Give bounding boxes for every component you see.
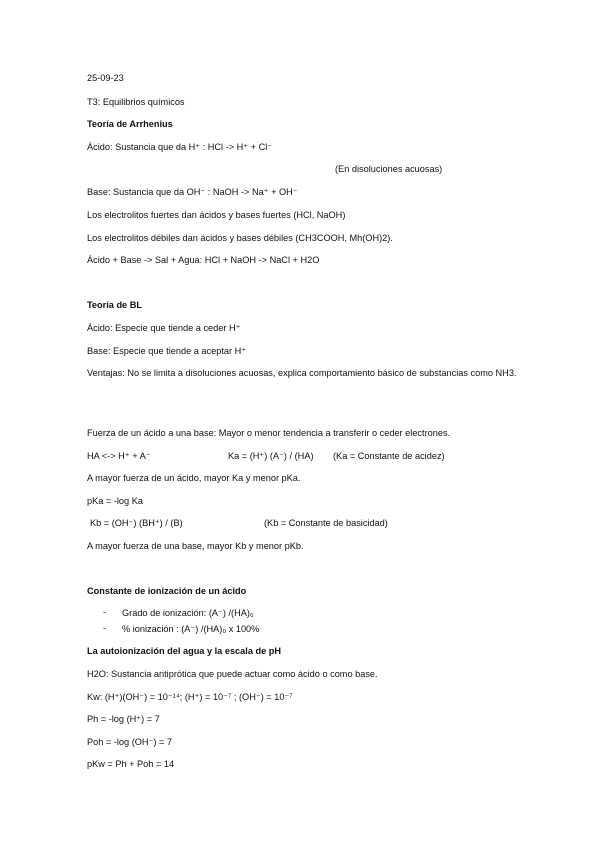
kb-note: (Kb = Constante de basicidad)	[264, 518, 388, 528]
arrhenius-acid: Ácido: Sustancia que da H⁺ : HCl -> H⁺ + Cl⁻	[87, 142, 273, 152]
water-ph: Ph = -log (H⁺) = 7	[87, 714, 160, 724]
pka-formula: pKa = -log Ka	[87, 496, 143, 506]
water-kw: Kw: (H⁺)(OH⁻) = 10⁻¹⁴; (H⁺) = 10⁻⁷ ; (OH⁻) = 10⁻⁷	[87, 692, 293, 702]
arrhenius-strong: Los electrolitos fuertes dan ácidos y bases fuertes (HCl, NaOH)	[87, 210, 346, 220]
topic-title: T3: Equilibrios químicos	[87, 97, 185, 107]
bullet-marker: -	[103, 623, 107, 633]
water-pkw: pKw = Ph + Poh = 14	[87, 759, 175, 769]
arrhenius-weak: Los electrolitos débiles dan ácidos y bases débiles (CH3COOH, Mh(OH)2).	[87, 233, 393, 243]
water-poh: Poh = -log (OH⁻) = 7	[87, 737, 173, 747]
arrhenius-heading: Teoría de Arrhenius	[87, 119, 173, 129]
strength-intro: Fuerza de un ácido a una base: Mayor o menor tendencia a transferir o ceder electrones.	[87, 428, 451, 438]
arrhenius-base: Base: Sustancia que da OH⁻ : NaOH -> Na⁺ + OH⁻	[87, 187, 298, 197]
kb-formula: Kb = (OH⁻) (BH⁺) / (B)	[90, 518, 183, 528]
acid-strength: A mayor fuerza de un ácido, mayor Ka y menor pKa.	[87, 473, 301, 483]
bl-heading: Teoría de BL	[87, 300, 142, 310]
bullet-marker: -	[103, 607, 107, 617]
water-heading: La autoionización del agua y la escala de pH	[87, 646, 282, 656]
strength-eq-left: HA <-> H⁺ + A⁻	[87, 451, 151, 461]
strength-eq-ka: Ka = (H⁺) (A⁻) / (HA)	[228, 451, 314, 461]
bl-base: Base: Especie que tiende a aceptar H⁺	[87, 346, 247, 356]
bl-advantages: Ventajas: No se limita a disoluciones acuosas, explica comportamiento básico de substancias como NH3.	[87, 368, 517, 378]
base-strength: A mayor fuerza de una base, mayor Kb y menor pKb.	[87, 541, 304, 551]
strength-eq-ka-note: (Ka = Constante de acidez)	[333, 451, 445, 461]
ionization-heading: Constante de ionización de un ácido	[87, 586, 247, 596]
ionization-item: Grado de ionización: (A⁻) /(HA)₀	[122, 608, 254, 618]
arrhenius-note: (En disoluciones acuosas)	[335, 164, 443, 174]
water-h2o: H2O: Sustancia antiprótica que puede actuar como ácido o como base.	[87, 669, 378, 679]
date: 25-09-23	[87, 73, 124, 83]
bl-acid: Ácido: Especie que tiende a ceder H⁺	[87, 323, 241, 333]
ionization-item: % ionización : (A⁻) /(HA)₀ x 100%	[122, 624, 260, 634]
arrhenius-reaction: Ácido + Base -> Sal + Agua: HCl + NaOH -> NaCl + H2O	[87, 255, 320, 265]
